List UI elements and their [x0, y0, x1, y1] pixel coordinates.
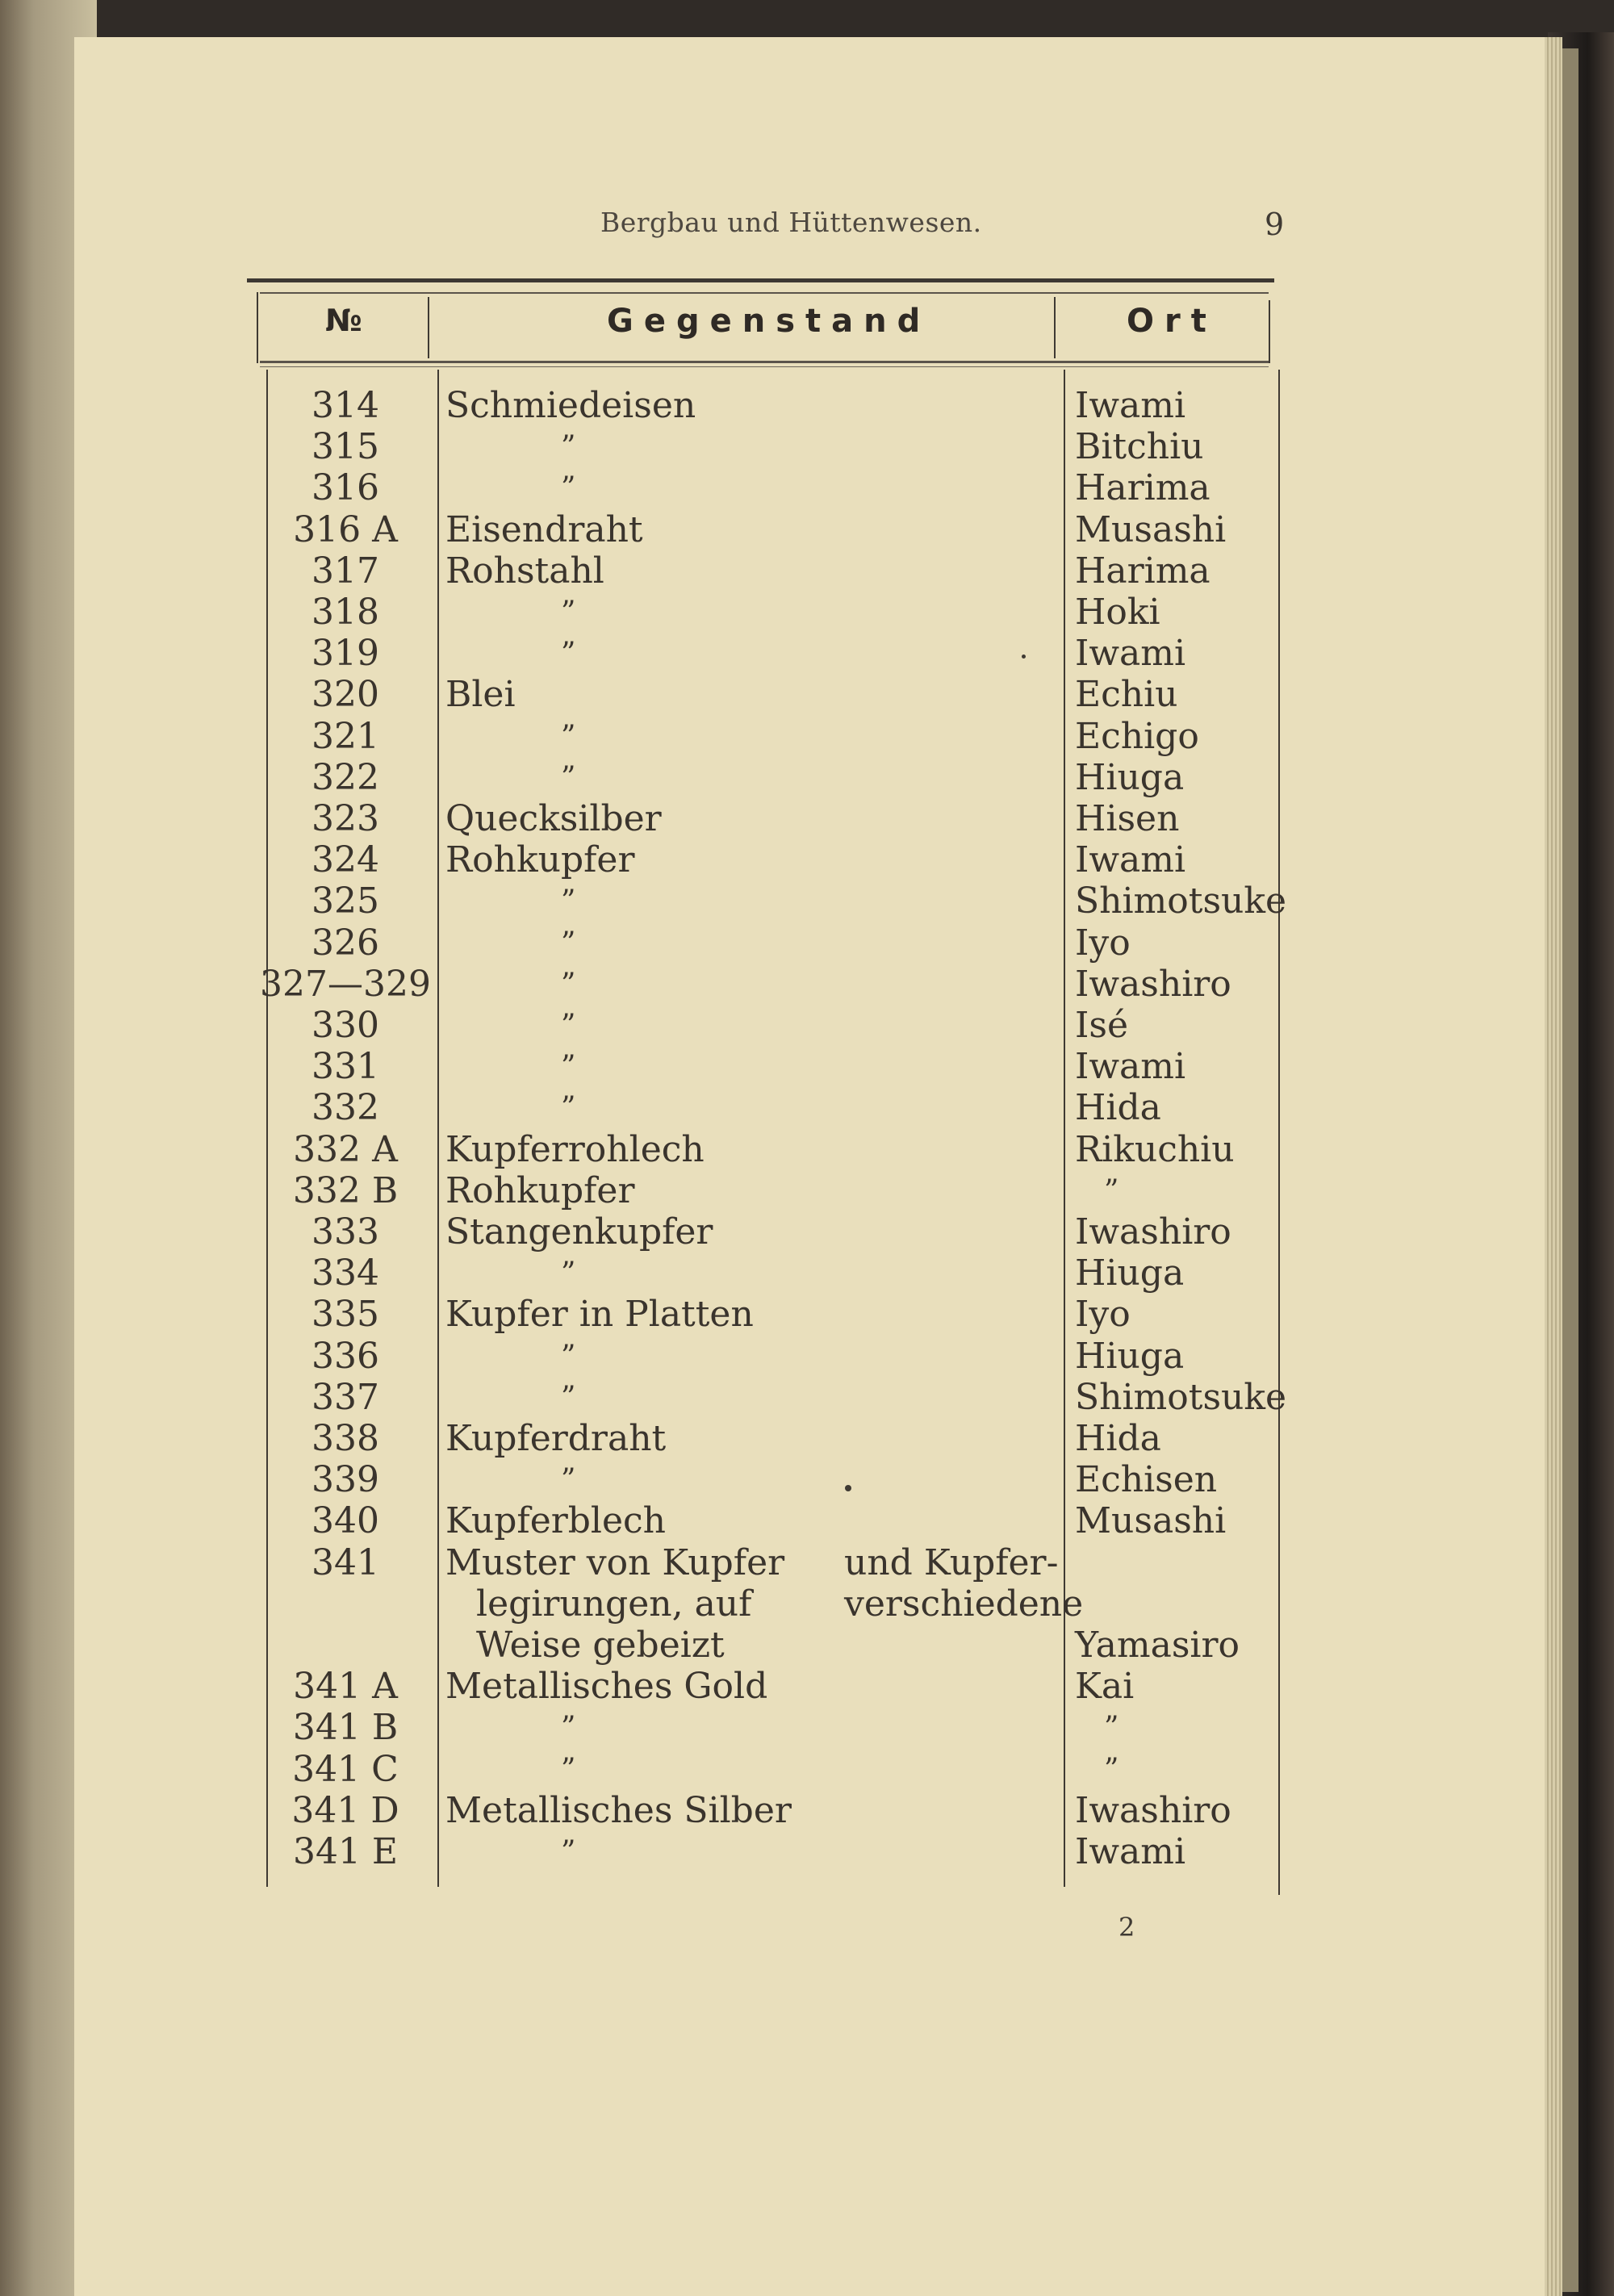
row-ort: Iwashiro [1075, 1789, 1231, 1831]
row-ort: Hiuga [1075, 1335, 1185, 1377]
row-ort: Echisen [1075, 1459, 1218, 1501]
row-number: 341 A [293, 1666, 398, 1708]
table-row [0, 1501, 1614, 1541]
header-left-border [257, 292, 258, 363]
row-gegenstand: Stangenkupfer [445, 1211, 713, 1253]
table-row [0, 1336, 1614, 1377]
row-ort: Rikuchiu [1075, 1128, 1235, 1170]
printer-signature: 2 [1119, 1912, 1135, 1943]
row-ort: Hida [1075, 1087, 1161, 1129]
row-gegenstand-continued: verschiedene [844, 1583, 1084, 1625]
table-row [0, 1130, 1614, 1170]
row-gegenstand: Kupfer in Platten [445, 1294, 754, 1336]
running-head: Bergbau und Hüttenwesen. [600, 207, 982, 238]
row-number: 321 [312, 715, 379, 757]
row-ort: Harima [1075, 467, 1210, 509]
row-number: 336 [312, 1335, 379, 1377]
header-divider-2 [1054, 297, 1056, 358]
header-bottom-rule [260, 361, 1269, 363]
row-ort: Iwashiro [1075, 963, 1231, 1005]
row-ort: Bitchiu [1075, 426, 1204, 468]
row-number: 325 [312, 880, 379, 922]
row-ort: Iwami [1075, 385, 1186, 426]
column-header-gegenstand: Gegenstand [607, 303, 931, 340]
table-row [0, 427, 1614, 467]
row-gegenstand: ” [561, 1009, 576, 1042]
row-ort: Iwashiro [1075, 1211, 1231, 1253]
row-gegenstand: Eisendraht [445, 508, 643, 550]
row-gegenstand: Metallisches Gold [445, 1666, 768, 1708]
row-gegenstand: ” [561, 471, 576, 505]
table-row [0, 1006, 1614, 1046]
row-gegenstand: ” [561, 1752, 576, 1786]
row-gegenstand: Quecksilber [445, 798, 662, 839]
table-row [0, 386, 1614, 426]
row-ort: Hiuga [1075, 1253, 1185, 1294]
row-ort: Echiu [1075, 674, 1178, 716]
table-row [0, 1708, 1614, 1748]
row-number: 332 [312, 1087, 379, 1129]
row-number: 341 D [291, 1789, 399, 1831]
row-ort: ” [1104, 1711, 1119, 1745]
table-row [0, 551, 1614, 592]
row-number: 316 [312, 467, 379, 509]
row-gegenstand: ” [561, 1463, 576, 1497]
row-number: 327—329 [260, 963, 431, 1005]
column-header-ort: Ort [1127, 303, 1217, 340]
row-gegenstand-continued: und Kupfer- [844, 1541, 1059, 1583]
table-row [0, 592, 1614, 633]
table-row [0, 1667, 1614, 1707]
table-top-rule [247, 278, 1274, 282]
row-ort: Iwami [1075, 839, 1186, 881]
row-ort: Iyo [1075, 1294, 1131, 1336]
row-ort: ” [1104, 1752, 1119, 1786]
row-ort: Musashi [1075, 1500, 1227, 1542]
row-gegenstand: Rohstahl [445, 550, 604, 592]
row-gegenstand: Weise gebeizt [476, 1625, 725, 1666]
table-row [0, 717, 1614, 757]
row-gegenstand: Muster von Kupfer [445, 1541, 785, 1583]
row-gegenstand: Schmiedeisen [445, 385, 696, 426]
row-gegenstand: Kupferblech [445, 1500, 667, 1542]
row-number: 341 [312, 1541, 379, 1583]
book-top-edge [0, 0, 1614, 37]
table-row [0, 1832, 1614, 1872]
ink-dot [845, 1485, 851, 1491]
table-row [0, 1088, 1614, 1128]
row-number: 331 [312, 1046, 379, 1088]
row-ort: Yamasiro [1075, 1625, 1240, 1666]
table-row [0, 1791, 1614, 1831]
header-bottom-rule-thin [260, 366, 1269, 367]
table-row [0, 634, 1614, 674]
row-gegenstand: ” [561, 1711, 576, 1745]
row-number: 337 [312, 1376, 379, 1418]
row-gegenstand: ” [561, 967, 576, 1001]
row-number: 326 [312, 922, 379, 964]
row-number: 322 [312, 756, 379, 798]
row-number: 314 [312, 385, 379, 426]
row-ort: Hisen [1075, 798, 1180, 839]
row-number: 324 [312, 839, 379, 881]
table-row [0, 1212, 1614, 1253]
row-number: 338 [312, 1418, 379, 1459]
row-gegenstand: ” [561, 1380, 576, 1414]
row-gegenstand: ” [561, 885, 576, 918]
table-row [0, 1378, 1614, 1418]
row-gegenstand: ” [561, 637, 576, 671]
row-gegenstand: ” [561, 1835, 576, 1868]
table-row [0, 1047, 1614, 1087]
row-gegenstand: ” [561, 1257, 576, 1290]
ink-dot [1022, 655, 1026, 659]
row-number: 341 E [292, 1831, 399, 1872]
table-row [0, 1625, 1614, 1666]
row-ort: Shimotsuke [1075, 880, 1287, 922]
page-number: 9 [1265, 207, 1285, 242]
row-gegenstand: ” [561, 926, 576, 960]
row-gegenstand: ” [561, 760, 576, 794]
row-ort: Iwami [1075, 1831, 1186, 1872]
row-ort: Iyo [1075, 922, 1131, 964]
table-row [0, 840, 1614, 880]
row-ort: Hoki [1075, 592, 1160, 633]
table-row [0, 1171, 1614, 1211]
row-gegenstand: Blei [445, 674, 516, 716]
row-number: 332 A [293, 1128, 398, 1170]
row-gegenstand: ” [561, 1091, 576, 1125]
row-number: 339 [312, 1459, 379, 1501]
table-row [0, 799, 1614, 839]
row-ort: Echigo [1075, 715, 1199, 757]
row-ort: Hiuga [1075, 756, 1185, 798]
row-gegenstand: Kupferrohlech [445, 1128, 705, 1170]
row-number: 317 [312, 550, 379, 592]
row-gegenstand: ” [561, 596, 576, 629]
table-row [0, 881, 1614, 922]
row-number: 334 [312, 1253, 379, 1294]
row-gegenstand: Rohkupfer [445, 1169, 635, 1211]
row-ort: Isé [1075, 1005, 1128, 1046]
table-top-thin-rule [260, 292, 1269, 294]
row-gegenstand: Kupferdraht [445, 1418, 667, 1459]
header-divider-1 [428, 297, 429, 358]
table-row [0, 1294, 1614, 1335]
table-row [0, 1543, 1614, 1583]
table-row [0, 923, 1614, 964]
table-row [0, 1460, 1614, 1500]
row-number: 320 [312, 674, 379, 716]
row-number: 318 [312, 592, 379, 633]
row-number: 316 A [293, 508, 398, 550]
row-number: 315 [312, 426, 379, 468]
table-row [0, 758, 1614, 798]
row-ort: ” [1104, 1173, 1119, 1207]
table-row [0, 1750, 1614, 1790]
row-number: 330 [312, 1005, 379, 1046]
table-row [0, 1419, 1614, 1459]
row-number: 340 [312, 1500, 379, 1542]
column-header-number: № [325, 303, 362, 338]
row-gegenstand: Metallisches Silber [445, 1789, 792, 1831]
table-row [0, 675, 1614, 715]
row-ort: Hida [1075, 1418, 1161, 1459]
row-ort: Musashi [1075, 508, 1227, 550]
table-row [0, 964, 1614, 1005]
row-gegenstand: ” [561, 430, 576, 464]
row-ort: Iwami [1075, 1046, 1186, 1088]
row-ort: Shimotsuke [1075, 1376, 1287, 1418]
row-number: 333 [312, 1211, 379, 1253]
row-number: 332 B [292, 1169, 399, 1211]
table-row [0, 1584, 1614, 1625]
table-row [0, 1253, 1614, 1294]
row-gegenstand: legirungen, auf [476, 1583, 752, 1625]
row-number: 341 C [292, 1748, 399, 1790]
row-ort: Harima [1075, 550, 1210, 592]
table-row [0, 510, 1614, 550]
row-gegenstand: ” [561, 1050, 576, 1084]
row-gegenstand: Rohkupfer [445, 839, 635, 881]
row-number: 341 B [292, 1707, 399, 1749]
header-right-border [1269, 300, 1270, 363]
row-number: 335 [312, 1294, 379, 1336]
row-number: 323 [312, 798, 379, 839]
table-row [0, 468, 1614, 508]
row-gegenstand: ” [561, 719, 576, 753]
row-ort: Kai [1075, 1666, 1135, 1708]
row-number: 319 [312, 633, 379, 675]
row-gegenstand: ” [561, 1339, 576, 1373]
row-ort: Iwami [1075, 633, 1186, 675]
